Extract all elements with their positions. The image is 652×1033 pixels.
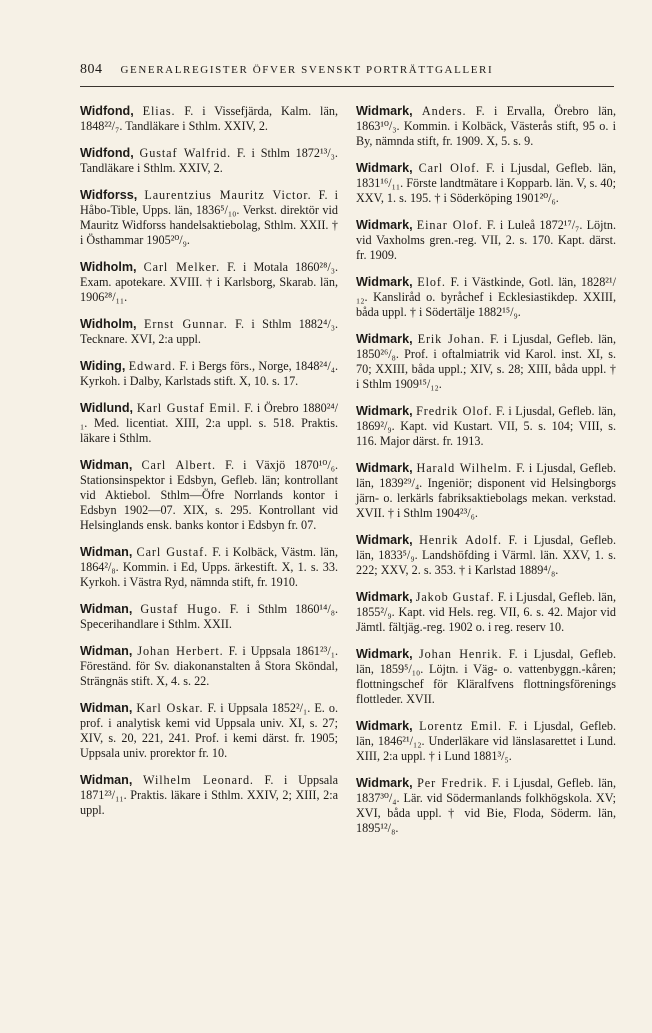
entry-surname: Widfond, (80, 146, 134, 160)
entry-text: F. i Uppsala 1861²³/₁. Föreständ. för Sv. diakonanstalten å Stora Sköndal, Strängnäs stift. X, 4. s. 22. (80, 644, 338, 688)
register-entry (80, 458, 338, 533)
entry-surname: Widman, (80, 701, 133, 715)
entry-surname: Widman, (80, 602, 133, 616)
left-column (80, 104, 338, 830)
entry-text: F. i Kolbäck, Västm. län, 1864²/₈. Kommin. i Ed, Upps. ärkestift. X, 1. s. 33. Kyrkoh. i Västra Ryd, nämnda stift, fr. 1910. (80, 545, 339, 589)
register-entry (356, 275, 616, 320)
entry-text: F. i Håbo-Tible, Upps. län, 1836⁵/₁₀. Verkst. direktör vid Mauritz Widforss handelsaktiebolag, Sthlm. XXII. † i Östhammar 1905²⁰/₉. (80, 188, 339, 247)
register-entry (80, 701, 338, 761)
entry-surname: Widman, (80, 644, 133, 658)
entry-text: F. i Ljusdal, Gefleb. län, 1869²/₉. Kapt. vid Kustart. VII, 5. s. 104; VIII, s. 116. Major därst. fr. 1913. (356, 404, 617, 448)
right-column (356, 104, 616, 848)
entry-surname: Widmark, (356, 647, 413, 661)
register-entry (80, 401, 338, 446)
entry-text: F. i Växjö 1870¹⁰/₆. Stationsinspektor i Edsbyn, Gefleb. län; kontrollant vid Aktiebol. Sthlm—Öfre Norrlands kontor i Edsbyn 1902—07. XIX, s. 295. Kontrollant vid Helsinglands ensk. banks kontor i Edsbyn fr. 07. (80, 458, 338, 532)
entry-surname: Widmark, (356, 104, 413, 118)
register-entry (80, 317, 338, 347)
entry-surname: Widing, (80, 359, 126, 373)
entry-text: F. i Ervalla, Örebro län, 1863¹⁰/₃. Kommin. i Kolbäck, Västerås stift, 95 o. i By, nämnda stift, fr. 1909. X, 5. s. 9. (356, 104, 617, 148)
entry-given-name: Carl Gustaf. (136, 545, 209, 559)
entry-text: F. i Ljusdal, Gefleb. län, 1837³⁰/₄. Lär. vid Södermanlands folkhögskola. XV; XVI, båda uppl. † vid Bie, Floda, Söderm. län, 1895¹²/₈. (356, 776, 616, 835)
entry-text: F. i Luleå 1872¹⁷/₇. Löjtn. vid Vaxholms gren.-reg. VII, 2. s. 170. Kapt. därst. fr. 1909. (356, 218, 617, 262)
register-entry (356, 533, 616, 578)
entry-text: F. i Örebro 1880²⁴/₁. Med. licentiat. XIII, 2:a uppl. s. 518. Praktis. läkare i Sthlm. (80, 401, 338, 445)
entry-given-name: Anders. (421, 104, 467, 118)
entry-given-name: Per Fredrik. (417, 776, 488, 790)
entry-surname: Widman, (80, 458, 133, 472)
entry-text: F. i Vissefjärda, Kalm. län, 1848²²/₇. Tandläkare i Sthlm. XXIV, 2. (80, 104, 338, 133)
entry-text: F. i Ljusdal, Gefleb. län, 1850²⁶/₈. Prof. i oftalmiatrik vid Karol. inst. XI, s. 70; XXIII, båda uppl.; XIV, s. 28; XIII, båda uppl. † i Sthlm 1909¹⁵/₁₂. (356, 332, 616, 391)
entry-given-name: Karl Oskar. (136, 701, 204, 715)
entry-surname: Widmark, (356, 776, 413, 790)
entry-text: F. i Sthlm 1860¹⁴/₈. Specerihandlare i Sthlm. XXII. (80, 602, 339, 631)
register-entry (356, 104, 616, 149)
register-entry (80, 602, 338, 632)
entry-text: F. i Bergs förs., Norge, 1848²⁴/₄. Kyrkoh. i Dalby, Karlstads stift. X, 10. s. 17. (80, 359, 339, 388)
entry-surname: Widman, (80, 545, 133, 559)
entry-surname: Widmark, (356, 404, 413, 418)
entry-given-name: Ernst Gunnar. (143, 317, 228, 331)
entry-surname: Widmark, (356, 218, 413, 232)
register-entry (80, 146, 338, 176)
entry-given-name: Lorentz Emil. (419, 719, 502, 733)
entry-surname: Widlund, (80, 401, 134, 415)
entry-surname: Widmark, (356, 332, 413, 346)
register-entry (356, 332, 616, 392)
entry-given-name: Fredrik Olof. (416, 404, 493, 418)
register-entry (80, 104, 338, 134)
register-entry (356, 161, 616, 206)
entry-surname: Widholm, (80, 260, 137, 274)
entry-surname: Widmark, (356, 275, 413, 289)
entry-given-name: Einar Olof. (416, 218, 483, 232)
entry-text: F. i Ljusdal, Gefleb. län, 1859⁵/₁₀. Löjtn. i Väg- o. vattenbyggn.-kåren; flottningschef för Kläralfvens flottningsförenings flottleder. XVII. (356, 647, 616, 706)
entry-surname: Widmark, (356, 533, 413, 547)
entry-given-name: Carl Olof. (418, 161, 480, 175)
entry-given-name: Harald Wilhelm. (416, 461, 513, 475)
entry-surname: Widmark, (356, 590, 413, 604)
register-entry (80, 773, 338, 818)
register-entry (80, 644, 338, 689)
register-entry (356, 719, 616, 764)
entry-given-name: Jakob Gustaf. (415, 590, 495, 604)
page-header (80, 62, 614, 87)
page-number: 804 (80, 62, 103, 77)
entry-given-name: Karl Gustaf Emil. (136, 401, 241, 415)
entry-given-name: Johan Henrik. (418, 647, 503, 661)
entry-given-name: Erik Johan. (417, 332, 485, 346)
register-entry (356, 218, 616, 263)
entry-surname: Widmark, (356, 161, 413, 175)
entry-text: F. i Sthlm 1882⁴/₃. Tecknare. XVI, 2:a uppl. (80, 317, 339, 346)
entry-given-name: Johan Herbert. (137, 644, 224, 658)
entry-surname: Widmark, (356, 719, 413, 733)
entry-text: F. i Ljusdal, Gefleb. län, 1855²/₉. Kapt. vid Hels. reg. VII, 6. s. 42. Major vid Jämtl. fältjäg.-reg. 1902 o. i reg. reserv 10. (356, 590, 616, 634)
register-entry (356, 404, 616, 449)
entry-surname: Widmark, (356, 461, 413, 475)
entry-text: F. i Ljusdal, Gefleb. län, 1839²⁹/₄. Ingeniör; disponent vid Helsingborgs järn- o. lerkärls fabriksaktiebolags mekan. verkstad. XVII. † i Sthlm 1904²³/₆. (356, 461, 616, 520)
entry-text: F. i Ljusdal, Gefleb. län, 1831¹⁶/₁₁. Förste landtmätare i Kopparb. län. V, s. 40; XXV, 1. s. 195. † i Söderköping 1901²⁰/₆. (356, 161, 617, 205)
register-entry (80, 260, 338, 305)
entry-text: F. i Motala 1860²⁸/₃. Exam. apotekare. XVIII. † i Karlsborg, Skarab. län, 1906²⁸/₁₁. (80, 260, 339, 304)
entry-given-name: Carl Albert. (141, 458, 216, 472)
entry-given-name: Edward. (128, 359, 176, 373)
register-entry (80, 359, 338, 389)
entry-surname: Widman, (80, 773, 133, 787)
entry-surname: Widfond, (80, 104, 134, 118)
entry-given-name: Henrik Adolf. (419, 533, 502, 547)
register-entry (80, 545, 338, 590)
entry-given-name: Elof. (417, 275, 446, 289)
entry-given-name: Gustaf Walfrid. (139, 146, 232, 160)
entry-given-name: Gustaf Hugo. (140, 602, 222, 616)
register-entry (356, 461, 616, 521)
entry-given-name: Carl Melker. (143, 260, 221, 274)
register-entry (80, 188, 338, 248)
entry-text: F. i Ljusdal, Gefleb. län, 1833⁵/₉. Landshöfding i Värml. län. XXV, 1. s. 222; XXV, 2. s. 353. † i Karlstad 1889⁴/₈. (356, 533, 617, 577)
running-head: GENERALREGISTER ÖFVER SVENSKT PORTRÄTTGALLERI (120, 64, 494, 76)
entry-text: F. i Uppsala 1852²/₁. E. o. prof. i analytisk kemi vid Uppsala univ. XI, s. 27; XIV, s. 20, 221, 241. Prof. i kemi därst. fr. 1905; Uppsala univ. prorektor fr. 10. (80, 701, 339, 760)
register-entry (356, 647, 616, 707)
entry-text: F. i Sthlm 1872¹³/₃. Tandläkare i Sthlm. XXIV, 2. (80, 146, 338, 175)
entry-given-name: Elias. (142, 104, 176, 118)
register-entry (356, 590, 616, 635)
entry-given-name: Laurentzius Mauritz Victor. (144, 188, 312, 202)
register-entry (356, 776, 616, 836)
entry-text: F. i Uppsala 1871²³/₁₁. Praktis. läkare i Sthlm. XXIV, 2; XIII, 2:a uppl. (80, 773, 339, 817)
entry-text: F. i Ljusdal, Gefleb. län, 1846²¹/₁₂. Underläkare vid länslasarettet i Lund. XIII, 2:a uppl. † i Lund 1881³/₅. (356, 719, 617, 763)
entry-given-name: Wilhelm Leonard. (143, 773, 254, 787)
entry-surname: Widholm, (80, 317, 137, 331)
entry-surname: Widforss, (80, 188, 138, 202)
entry-text: F. i Västkinde, Gotl. län, 1828²¹/₁₂. Kansliråd o. byråchef i Ecklesiastikdep. XXIII, båda uppl. † i Södertälje 1882¹⁵/₉. (356, 275, 616, 319)
